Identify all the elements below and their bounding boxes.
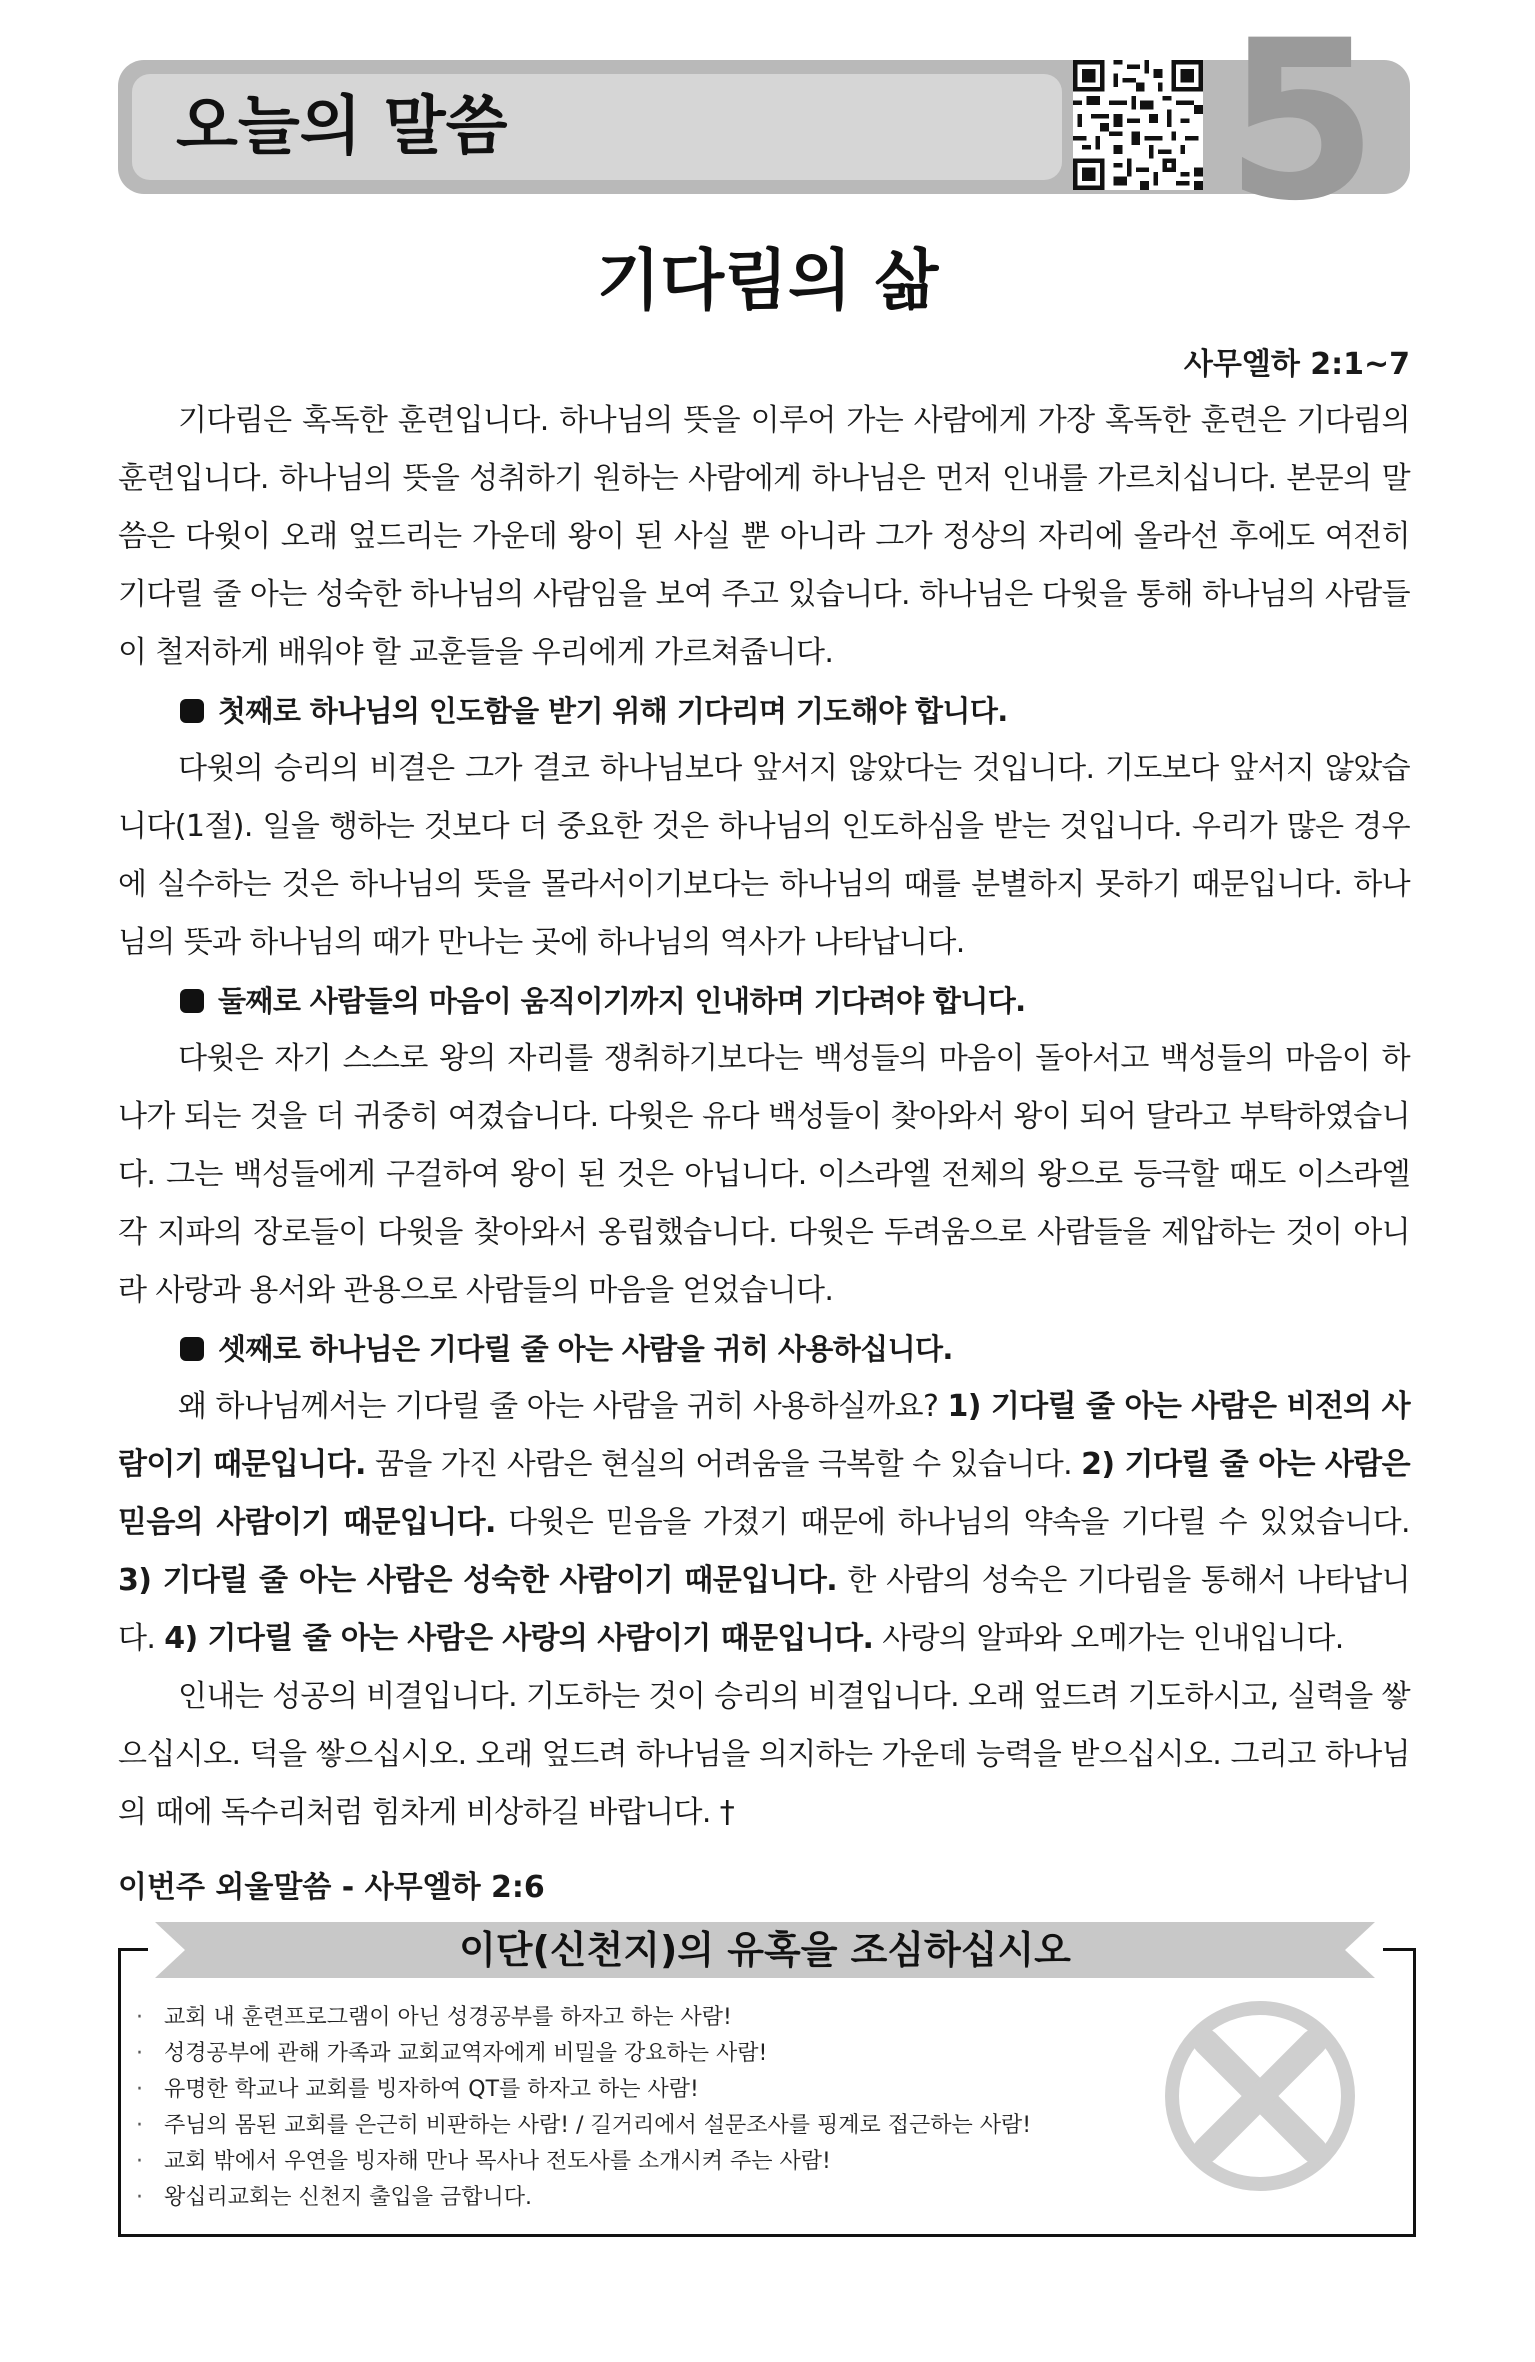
point-heading-2 [118,972,1410,1030]
bullet-dot: · [136,2185,143,2210]
list-item-text: 주님의 몸된 교회를 은근히 비판하는 사람! / 길거리에서 설문조사를 핑계로 접근하는 사람! [164,2113,1032,2138]
point-text: 둘째로 사람들의 마음이 움직이기까지 인내하며 기다려야 합니다. [218,984,1026,1018]
paragraph-conclusion: 인내는 성공의 비결입니다. 기도하는 것이 승리의 비결입니다. 오래 엎드려 기도하시고, 실력을 쌓으십시오. 덕을 쌓으십시오. 오래 엎드려 하나님을 의지하는 가운데 능력을 받으십시오. 그리고 하나님의 때에 독수리처럼 힘차게 비상하길 바랍니다. † [118,1679,1410,1830]
reason-2-bold: 2) 기다릴 줄 아는 사람은 믿음의 사람이기 때문입니다. [118,1447,1410,1540]
memory-verse: 이번주 외울말씀 - 사무엘하 2:6 [118,1870,545,1905]
bullet-dot: · [136,2149,143,2174]
scripture-reference: 사무엘하 2:1~7 [1183,347,1410,382]
sermon-title: 기다림의 삶 [596,242,939,319]
warning-box-corner [1383,1948,1413,1951]
bullet-square-icon [180,699,204,723]
bullet-dot: · [136,2005,143,2030]
list-item [136,2108,1136,2144]
point-text: 첫째로 하나님의 인도함을 받기 위해 기다리며 기도해야 합니다. [218,694,1008,728]
section-title: 오늘의 말씀 [176,90,508,164]
point-text: 셋째로 하나님은 기다릴 줄 아는 사람을 귀히 사용하십니다. [218,1332,953,1366]
bullet-square-icon [180,989,204,1013]
list-item-text: 성경공부에 관해 가족과 교회교역자에게 비밀을 강요하는 사람! [164,2041,768,2066]
paragraph-intro: 기다림은 혹독한 훈련입니다. 하나님의 뜻을 이루어 가는 사람에게 가장 혹독한 훈련은 기다림의 훈련입니다. 하나님의 뜻을 성취하기 원하는 사람에게 하나님은 먼저 인내를 가르치십니다. 본문의 말씀은 다윗이 오래 엎드리는 가운데 왕이 된 사실 뿐 아니라 그가 정상의 자리에 올라선 후에도 여전히 기다릴 줄 아는 성숙한 하나님의 사람임을 보여 주고 있습니다. 하나님은 다윗을 통해 하나님의 사람들이 철저하게 배워야 할 교훈들을 우리에게 가르쳐줍니다. [118,403,1410,670]
warning-box-corner [118,1948,148,1951]
list-item [136,2180,1136,2216]
sermon-body [118,392,1410,1842]
warning-title: 이단(신천지)의 유혹을 조심하십시오 [459,1928,1071,1972]
reason-1-text: 꿈을 가진 사람은 현실의 어려움을 극복할 수 있습니다. [374,1447,1073,1482]
paragraph-point-3 [118,1378,1410,1668]
list-item [136,2036,1136,2072]
list-item-text: 교회 밖에서 우연을 빙자해 만나 목사나 전도사를 소개시켜 주는 사람! [164,2149,831,2174]
paragraph-point-1: 다윗의 승리의 비결은 그가 결코 하나님보다 앞서지 않았다는 것입니다. 기도보다 앞서지 않았습니다(1절). 일을 행하는 것보다 더 중요한 것은 하나님의 인도하심을 받는 것입니다. 우리가 많은 경우에 실수하는 것은 하나님의 뜻을 몰라서이기보다는 하나님의 때를 분별하지 못하기 때문입니다. 하나님의 뜻과 하나님의 때가 만나는 곳에 하나님의 역사가 나타납니다. [118,751,1410,960]
list-item [136,2144,1136,2180]
list-item [136,2000,1136,2036]
warning-list [136,2000,1136,2216]
reason-3-bold: 3) 기다릴 줄 아는 사람은 성숙한 사람이기 때문입니다. [118,1563,838,1598]
list-item [136,2072,1136,2108]
reason-2-text: 다윗은 믿음을 가졌기 때문에 하나님의 약속을 기다릴 수 있었습니다. [508,1505,1410,1540]
reason-1-bold: 1) 기다릴 줄 아는 사람은 비전의 사람이기 때문입니다. [118,1389,1410,1482]
bullet-dot: · [136,2041,143,2066]
bullet-dot: · [136,2077,143,2102]
reason-4-text: 사랑의 알파와 오메가는 인내입니다. [882,1621,1344,1656]
list-item-text: 교회 내 훈련프로그램이 아닌 성경공부를 하자고 하는 사람! [164,2005,732,2030]
question-text: 왜 하나님께서는 기다릴 줄 아는 사람을 귀히 사용하실까요? [178,1389,939,1424]
list-item-text: 유명한 학교나 교회를 빙자하여 QT를 하자고 하는 사람! [164,2077,699,2102]
issue-number: 5 [1225,0,1379,249]
reason-3-text: 한 사람의 성숙은 기다림을 통해서 나타납니다. [118,1563,1410,1656]
prohibited-x-icon [1160,1996,1360,2196]
reason-4-bold: 4) 기다릴 줄 아는 사람은 사랑의 사람이기 때문입니다. [164,1621,874,1656]
bullet-dot: · [136,2113,143,2138]
paragraph-point-2: 다윗은 자기 스스로 왕의 자리를 쟁취하기보다는 백성들의 마음이 돌아서고 백성들의 마음이 하나가 되는 것을 더 귀중히 여겼습니다. 다윗은 유다 백성들이 찾아와서 왕이 되어 달라고 부탁하였습니다. 그는 백성들에게 구걸하여 왕이 된 것은 아닙니다. 이스라엘 전체의 왕으로 등극할 때도 이스라엘 각 지파의 장로들이 다윗을 찾아와서 옹립했습니다. 다윗은 두려움으로 사람들을 제압하는 것이 아니라 사랑과 용서와 관용으로 사람들의 마음을 얻었습니다. [118,1041,1410,1308]
qr-code-icon[interactable] [1073,60,1203,190]
list-item-text: 왕십리교회는 신천지 출입을 금합니다. [164,2185,533,2210]
bullet-square-icon [180,1337,204,1361]
point-heading-3 [118,1320,1410,1378]
point-heading-1 [118,682,1410,740]
